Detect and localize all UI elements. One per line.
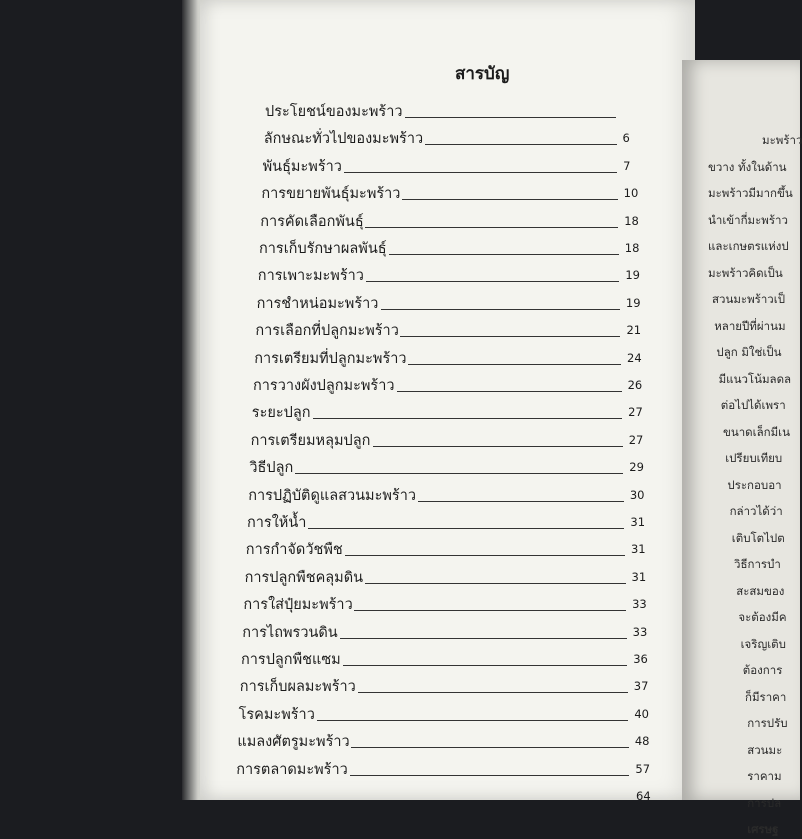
toc-page-number: 27 <box>628 432 644 447</box>
toc-entry <box>247 511 650 533</box>
toc-entry-label: การตลาดมะพร้าว <box>236 761 348 778</box>
toc-entry-label: โรคมะพร้าว <box>238 706 315 723</box>
toc-page-number: 31 <box>630 515 646 529</box>
right-page-text-line: มีแนวโน้มลดล <box>718 371 792 386</box>
toc-entry <box>236 758 655 780</box>
right-page-text-line: เปรียบเทียบ <box>725 451 783 465</box>
toc-page-number: 37 <box>633 679 649 694</box>
toc-page-number: 31 <box>630 542 646 557</box>
toc-entry <box>264 127 643 149</box>
toc-page-number: 7 <box>623 158 631 173</box>
toc-leader-line <box>317 720 629 721</box>
toc-entry-label: การให้น้ำ <box>247 515 307 531</box>
right-page-text-line: และเกษตรแห่งป <box>708 239 789 253</box>
right-page-text-line: การปล <box>747 795 782 810</box>
toc-leader-line <box>345 555 625 556</box>
toc-page-number: 64 <box>636 789 651 803</box>
toc-entry-label: การเก็บผลมะพร้าว <box>239 679 356 696</box>
toc-entry-label: วิธีปลูก <box>249 460 294 477</box>
toc-leader-line <box>358 692 628 693</box>
toc-leader-line <box>373 446 623 447</box>
right-page-text-line: ประกอบอา <box>727 477 782 492</box>
toc-entry-label: การปลูกพืชคลุมดิน <box>244 569 364 586</box>
toc-entry <box>245 566 652 588</box>
toc-entry <box>242 621 652 643</box>
right-page-text-line: การปรับ <box>747 716 788 730</box>
toc-page-number: 31 <box>631 569 647 584</box>
toc-entry-label: การขยายพันธุ์มะพร้าว <box>261 186 401 203</box>
toc-leader-line <box>351 747 628 748</box>
toc-entry <box>255 319 646 341</box>
toc-entry-label: การเลือกที่ปลูกมะพร้าว <box>255 323 399 340</box>
toc-page-number: 18 <box>624 213 639 228</box>
toc-page-number: 33 <box>632 597 647 612</box>
toc-leader-line <box>397 391 622 392</box>
toc-entry <box>235 785 656 807</box>
toc-entry-label: การเตรียมที่ปลูกมะพร้าว <box>254 350 407 367</box>
toc-page-number: 30 <box>629 487 645 502</box>
right-page-text-line: ขวาง ทั้งในด้าน <box>708 159 787 174</box>
toc-leader-line <box>389 254 619 255</box>
right-page-text-line: มะพร้าวคิดเป็น <box>708 265 783 280</box>
toc-leader-line <box>418 501 624 502</box>
right-page-text-line: สวนมะพร้าวเป็ <box>712 292 785 306</box>
toc-page-number: 24 <box>627 350 642 365</box>
toc-page-number: 29 <box>629 460 644 475</box>
toc-page-number: 40 <box>634 706 649 721</box>
right-page-text-line: ขนาดเล็กมีเน <box>723 424 790 439</box>
toc-entry-label: แมลงศัตรูมะพร้าว <box>237 734 350 751</box>
toc-entry <box>257 292 646 314</box>
right-page-text-line: หลายปีที่ผ่านม <box>714 318 786 333</box>
toc-entry <box>260 210 644 232</box>
toc-page-number: 36 <box>633 652 648 666</box>
right-page-text-line: ราคาม <box>747 769 782 783</box>
toc-leader-line <box>365 227 618 228</box>
toc-leader-line <box>313 418 622 419</box>
toc-entry <box>243 593 652 615</box>
right-page <box>682 60 802 836</box>
toc-entry <box>263 155 644 177</box>
toc-entry-label: การชำหน่อมะพร้าว <box>256 295 379 312</box>
toc-leader-line <box>381 309 620 310</box>
toc-leader-line <box>366 281 620 282</box>
toc-entry <box>239 703 655 725</box>
toc-leader-line <box>295 473 623 474</box>
toc-entry-label: การเพาะมะพร้าว <box>257 268 364 285</box>
toc-leader-line <box>425 144 617 145</box>
toc-entry <box>240 675 654 697</box>
toc-entry <box>241 648 653 670</box>
toc-page-number: 19 <box>625 268 640 283</box>
toc-entry-label: การวางผังปลูกมะพร้าว <box>253 378 395 394</box>
toc-page-number: 6 <box>622 131 630 146</box>
right-page-text-line: วิธีการบำ <box>734 557 781 571</box>
toc-page-number: 33 <box>632 624 648 639</box>
toc-entry <box>249 456 649 478</box>
toc-entry-label: การกำจัดวัชพืช <box>245 542 343 559</box>
toc-leader-line <box>308 528 624 529</box>
toc-page-number: 26 <box>627 378 643 392</box>
toc-leader-line <box>344 172 618 173</box>
toc-entry-label: ระยะปลูก <box>251 405 311 422</box>
right-page-text-line: เศรษฐ <box>747 822 779 836</box>
toc-page-number: 57 <box>635 761 651 776</box>
toc-title: สารบัญ <box>455 64 510 84</box>
toc-leader-line <box>402 199 617 200</box>
toc-entry-label: การไถพรวนดิน <box>242 624 338 641</box>
toc-entry-label: การคัดเลือกพันธุ์ <box>260 213 364 230</box>
toc-page-number: 19 <box>625 295 641 310</box>
toc-leader-line <box>405 117 616 118</box>
toc-leader-line <box>400 336 620 337</box>
toc-page-number: 48 <box>634 734 650 749</box>
toc-entry <box>261 182 643 204</box>
right-page-text-line: สวนมะ <box>747 742 783 757</box>
toc-entry-label: การเตรียมหลุมปลูก <box>250 432 371 449</box>
toc-entry <box>259 237 645 259</box>
toc-entry-label: การใส่ปุ๋ยมะพร้าว <box>243 597 353 614</box>
toc-page-number: 10 <box>623 186 639 201</box>
toc-page-number: 18 <box>624 241 640 255</box>
toc-leader-line <box>365 583 626 584</box>
right-page-text-line: จะต้องมีค <box>738 610 787 624</box>
toc-leader-line <box>343 665 627 666</box>
right-page-text-line: ปลูก มิใช่เป็น <box>716 345 782 359</box>
toc-leader-line <box>408 364 621 365</box>
toc-entry-label: การปลูกพืชแซม <box>241 652 341 668</box>
toc-leader-line <box>350 775 629 776</box>
toc-entry <box>237 730 654 752</box>
toc-entry-label: ประโยชน์ของมะพร้าว <box>265 104 403 120</box>
toc-entry <box>246 538 651 560</box>
toc-entry <box>258 264 646 286</box>
right-page-text-line: มะพร้าว <box>762 133 802 147</box>
toc-entry-label: การเก็บรักษาผลพันธุ์ <box>259 241 387 257</box>
right-page-text-line: ต้องการ <box>742 663 783 677</box>
toc-entry-label: พันธุ์มะพร้าว <box>262 158 342 175</box>
toc-entry <box>248 484 650 506</box>
toc-entry-label: ลักษณะทั่วไปของมะพร้าว <box>263 131 424 148</box>
toc-page-number: 27 <box>628 405 643 420</box>
toc-page-number: 21 <box>626 323 642 338</box>
right-page-text-line: กล่าวได้ว่า <box>729 504 783 518</box>
toc-leader-line <box>354 610 626 611</box>
toc-entry <box>254 347 647 369</box>
toc-entry <box>252 401 648 423</box>
right-page-text-line: มะพร้าวมีมากขึ้น <box>708 186 793 200</box>
toc-entry <box>251 429 649 451</box>
toc-entry <box>253 374 648 396</box>
right-page-text-line: ต่อไปได้เพรา <box>720 398 786 412</box>
right-page-text-line: นำเข้ากี่มะพร้าว <box>708 212 788 227</box>
right-page-text-line: ก็มีราคา <box>745 689 787 704</box>
right-page-text-line: เจริญเติบ <box>740 636 786 651</box>
toc-entry-label: การปฏิบัติดูแลสวนมะพร้าว <box>248 487 416 504</box>
right-page-text-line: สะสมของ <box>736 583 785 598</box>
toc-leader-line <box>340 638 626 639</box>
toc-entry <box>265 100 642 122</box>
right-page-text-line: เติบโตไปต <box>731 530 785 545</box>
